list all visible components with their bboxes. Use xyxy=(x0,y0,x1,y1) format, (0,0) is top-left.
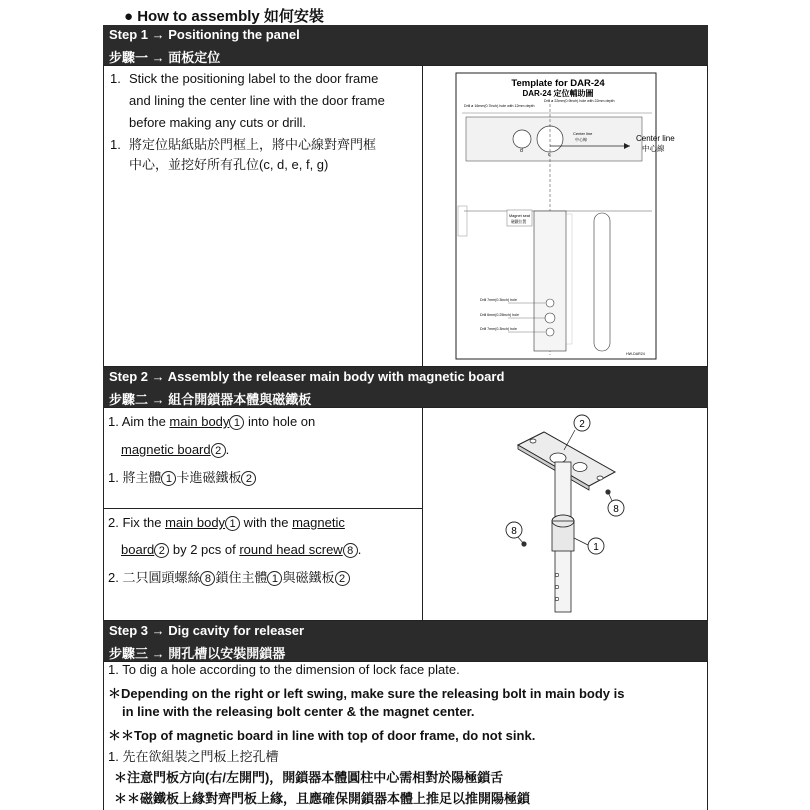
drawing-callout-8-right: 8 xyxy=(613,504,619,515)
step1-item-en-line3: before making any cuts or drill. xyxy=(129,115,307,130)
step1-item-zh-line2: 中心，並挖好所有孔位(c, d, e, f, g) xyxy=(129,157,329,172)
template-drill-note-1: Drill ø 16mm(0.7inch) hole with 12mm depth xyxy=(464,104,535,108)
magnetic-board-term: magnetic board xyxy=(121,442,211,457)
step2-p1-zh: 1. 將主體 1 卡進磁鐵板 2 xyxy=(108,469,256,487)
step1-header-en: Step 1 → Positioning the panel xyxy=(109,27,300,42)
template-magnet-seat: Magnet seat xyxy=(509,214,530,218)
magnetic-term: magnetic xyxy=(292,515,345,530)
callout-8: 8 xyxy=(343,543,358,558)
step2-header-zh: 步驟二 → 組合開鎖器本體與磁鐵板 xyxy=(109,392,312,407)
step2-divider xyxy=(422,407,423,621)
assembly-drawing xyxy=(500,410,635,618)
template-drill-f: Drill 6mm(0.25inch) hole xyxy=(480,313,519,317)
template-center-line-en: Center line xyxy=(636,134,675,143)
step1-item-en-num: 1. xyxy=(110,71,121,86)
step2-p2-line2: board 2 by 2 pcs of round head screw 8 . xyxy=(121,542,362,558)
step3-header-en: Step 3 → Dig cavity for releaser xyxy=(109,623,305,638)
drawing-callout-1: 1 xyxy=(593,542,599,553)
step2-header xyxy=(103,367,708,407)
step3-line5: ＊注意門板方向(右/左開門)，開鎖器本體圓柱中心需相對於陽極鎖舌 xyxy=(114,770,504,785)
step2-p2-line1: 2. Fix the main body 1 with the magnetic xyxy=(108,515,345,531)
template-drill-e: Drill 7mm(0.3inch) hole xyxy=(480,298,517,302)
step1-divider xyxy=(422,65,423,367)
callout-8: 8 xyxy=(200,571,215,586)
template-drawing xyxy=(440,70,695,363)
step3-line6: ＊＊磁鐵板上緣對齊門板上緣，且應確保開鎖器本體上推足以推開陽極鎖 xyxy=(114,791,531,806)
template-label-d: d xyxy=(520,148,523,154)
step1-item-en-line2: and lining the center line with the door frame xyxy=(129,93,385,108)
step2-p1-line2: magnetic board 2 . xyxy=(121,442,230,458)
callout-2: 2 xyxy=(154,543,169,558)
callout-1: 1 xyxy=(267,571,282,586)
step1-item-zh-num: 1. xyxy=(110,137,121,152)
board-term: board xyxy=(121,542,155,557)
step2-header-en: Step 2 → Assembly the releaser main body with magnetic board xyxy=(109,369,505,384)
callout-1: 1 xyxy=(161,471,176,486)
step2-p2-zh: 2. 二只圓頭螺絲 8 鎖住主體 1 與磁鐵板 2 xyxy=(108,569,350,587)
callout-1: 1 xyxy=(225,516,240,531)
main-body-term: main body xyxy=(169,414,230,429)
step3-header xyxy=(103,621,708,661)
step1-header-zh: 步驟一 → 面板定位 xyxy=(109,50,221,65)
step3-header-zh: 步驟三 → 開孔槽以安裝開鎖器 xyxy=(109,646,286,661)
template-label-c: c xyxy=(548,152,551,158)
template-drill-g: Drill 7mm(0.3inch) hole xyxy=(480,327,517,331)
template-subtitle: DAR-24 定位輔助圖 xyxy=(522,89,594,98)
round-head-screw-term: round head screw xyxy=(239,542,343,557)
step1-item-zh-line1: 將定位貼紙貼於門框上，將中心線對齊門框 xyxy=(129,137,377,152)
step3-line2b: in line with the releasing bolt center & the magnet center. xyxy=(122,704,475,719)
step3-line2a: ＊Depending on the right or left swing, make sure the releasing bolt in main body is xyxy=(108,686,625,701)
page-title: ● How to assembly 如何安裝 xyxy=(124,8,324,25)
template-center-inner-zh: 中心線 xyxy=(575,137,587,142)
template-bottom-code: HW-DAR24 xyxy=(626,352,645,356)
step1-header xyxy=(103,25,708,65)
drawing-callout-2: 2 xyxy=(579,419,585,430)
step2-p1-line1: 1. Aim the main body 1 into hole on xyxy=(108,414,316,430)
step3-line1: 1. To dig a hole according to the dimension of lock face plate. xyxy=(108,662,460,677)
main-body-term: main body xyxy=(165,515,226,530)
callout-2: 2 xyxy=(335,571,350,586)
drawing-callout-8-left: 8 xyxy=(511,526,517,537)
template-center-line-zh: 中心線 xyxy=(642,144,665,153)
template-drill-note-2: Drill ø 22mm(0.9inch) hole with 22mm depth xyxy=(544,99,615,103)
step1-item-en-line1: Stick the positioning label to the door frame xyxy=(129,71,379,86)
step2-row-divider xyxy=(103,508,423,509)
callout-2: 2 xyxy=(211,443,226,458)
callout-1: 1 xyxy=(229,415,244,430)
template-magnet-seat-zh: 磁鐵位置 xyxy=(511,220,527,224)
step3-line3: ＊＊Top of magnetic board in line with top of door frame, do not sink. xyxy=(108,728,536,743)
template-title: Template for DAR-24 xyxy=(511,78,605,89)
callout-2: 2 xyxy=(241,471,256,486)
template-center-inner: Center line xyxy=(573,131,593,136)
step3-line4: 1. 先在欲組裝之門板上挖孔槽 xyxy=(108,749,279,764)
